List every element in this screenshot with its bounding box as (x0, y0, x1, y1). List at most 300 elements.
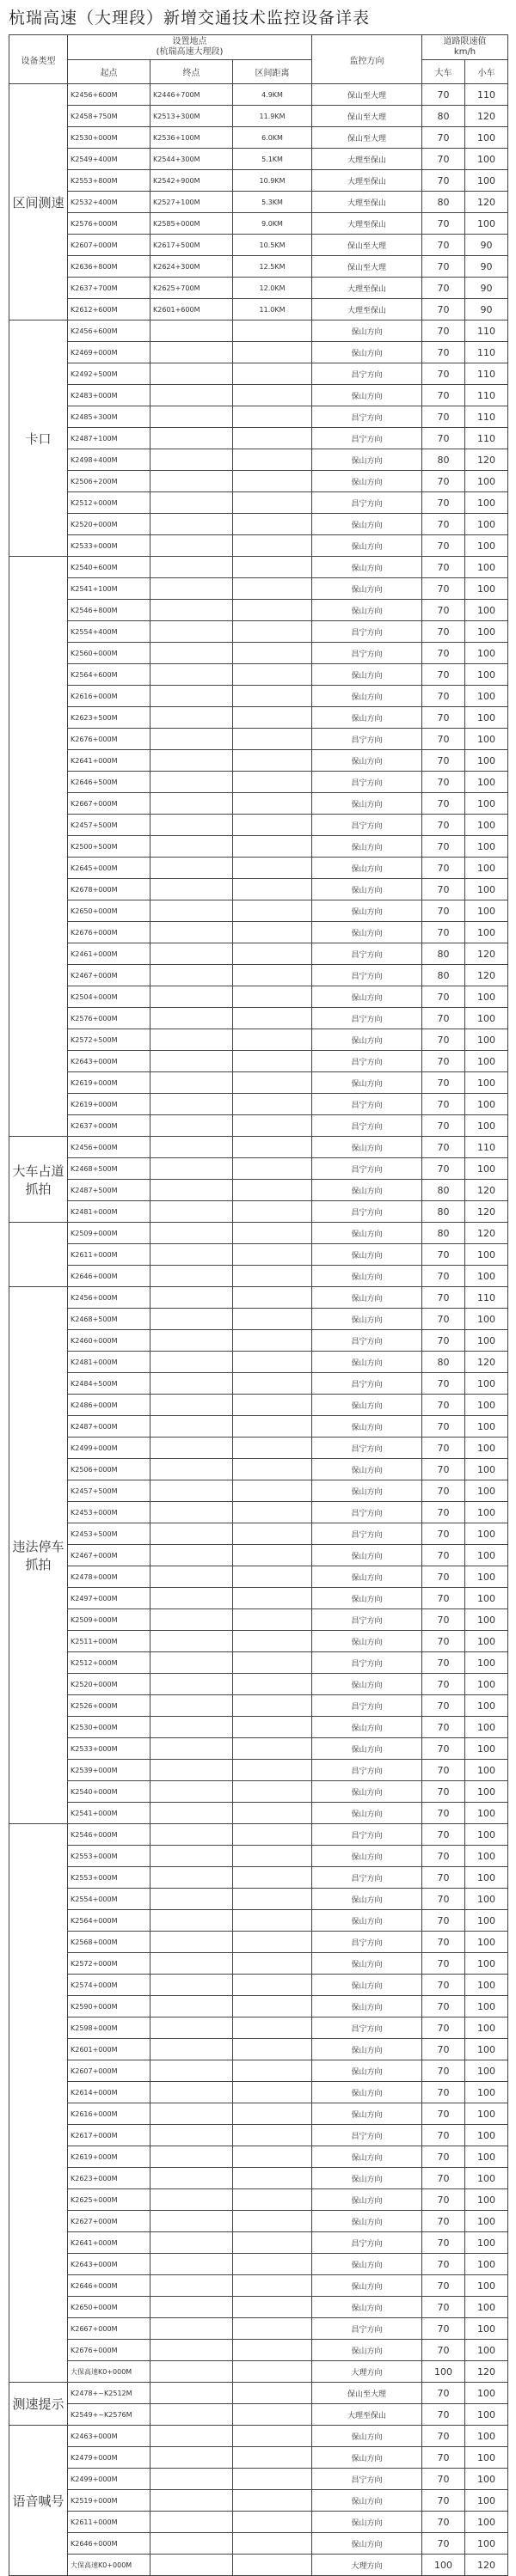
end-cell: K2542+900M (150, 170, 233, 192)
length-cell (233, 1094, 312, 1115)
light-limit-cell: 110 (465, 84, 508, 106)
light-limit-cell: 100 (465, 1545, 508, 1566)
direction-cell: 保山方向 (312, 1738, 422, 1760)
light-limit-cell: 100 (465, 1566, 508, 1588)
direction-cell: 保山方向 (312, 1975, 422, 1996)
light-limit-cell: 100 (465, 772, 508, 793)
table-row (9, 707, 508, 729)
start-cell: K2643+000M (68, 2254, 150, 2275)
end-cell (150, 1201, 233, 1223)
table-row (9, 492, 508, 514)
direction-cell: 昌宁方向 (312, 1115, 422, 1137)
length-cell: 5.1KM (233, 149, 312, 170)
start-cell: K2487+500M (68, 1180, 150, 1201)
heavy-limit-cell: 70 (422, 1029, 465, 1051)
table-row (9, 363, 508, 385)
start-cell: K2616+000M (68, 686, 150, 707)
table-row (9, 1996, 508, 2017)
table-row (9, 2404, 508, 2426)
table-row (9, 879, 508, 900)
heavy-limit-cell: 70 (422, 2017, 465, 2039)
direction-cell: 保山方向 (312, 2275, 422, 2297)
table-row (9, 299, 508, 320)
device-type-cell: 区间测速 (9, 84, 68, 320)
table-row (9, 1416, 508, 1438)
table-body (9, 84, 508, 2576)
end-cell (150, 858, 233, 879)
end-cell (150, 1674, 233, 1695)
end-cell (150, 922, 233, 943)
table-row (9, 1051, 508, 1072)
start-cell: K2539+000M (68, 1760, 150, 1781)
length-cell (233, 1609, 312, 1631)
light-limit-cell: 100 (465, 1695, 508, 1717)
end-cell (150, 1416, 233, 1438)
end-cell (150, 2361, 233, 2383)
direction-cell: 保山方向 (312, 686, 422, 707)
table-row (9, 2189, 508, 2211)
length-cell (233, 1223, 312, 1244)
table-row (9, 1137, 508, 1158)
light-limit-cell: 100 (465, 2275, 508, 2297)
start-cell: K2646+500M (68, 772, 150, 793)
heavy-limit-cell: 70 (422, 1824, 465, 1846)
end-cell: K2585+000M (150, 213, 233, 235)
heavy-limit-cell: 70 (422, 256, 465, 278)
length-cell (233, 1545, 312, 1566)
heavy-limit-cell: 80 (422, 1352, 465, 1373)
end-cell (150, 1158, 233, 1180)
table-row (9, 1953, 508, 1975)
start-cell: K2509+000M (68, 1609, 150, 1631)
header-device-type: 设备类型 (9, 35, 68, 84)
table-row (9, 1975, 508, 1996)
start-cell: K2453+500M (68, 1523, 150, 1545)
table-row (9, 1932, 508, 1953)
header-light: 小车 (465, 59, 508, 84)
start-cell: K2572+500M (68, 1029, 150, 1051)
start-cell: K2678+000M (68, 879, 150, 900)
direction-cell: 保山方向 (312, 578, 422, 600)
start-cell: K2532+400M (68, 192, 150, 213)
start-cell: K2611+000M (68, 1244, 150, 1266)
direction-cell: 保山方向 (312, 2512, 422, 2533)
length-cell (233, 2340, 312, 2361)
end-cell (150, 1223, 233, 1244)
start-cell: K2650+000M (68, 2297, 150, 2318)
length-cell (233, 2383, 312, 2404)
light-limit-cell: 100 (465, 1588, 508, 1609)
length-cell: 11.9KM (233, 106, 312, 127)
end-cell (150, 621, 233, 643)
table-row (9, 1094, 508, 1115)
end-cell (150, 2275, 233, 2297)
direction-cell: 保山方向 (312, 2189, 422, 2211)
length-cell (233, 1480, 312, 1502)
heavy-limit-cell: 70 (422, 2060, 465, 2082)
light-limit-cell: 100 (465, 1910, 508, 1932)
light-limit-cell: 100 (465, 1029, 508, 1051)
heavy-limit-cell: 70 (422, 1846, 465, 1867)
length-cell (233, 1008, 312, 1029)
start-cell: K2457+500M (68, 1480, 150, 1502)
direction-cell: 昌宁方向 (312, 1695, 422, 1717)
direction-cell: 保山方向 (312, 2490, 422, 2512)
end-cell (150, 1459, 233, 1480)
heavy-limit-cell: 70 (422, 1244, 465, 1266)
direction-cell: 昌宁方向 (312, 1373, 422, 1395)
table-row (9, 2017, 508, 2039)
length-cell (233, 1395, 312, 1416)
length-cell (233, 2426, 312, 2447)
heavy-limit-cell: 70 (422, 1674, 465, 1695)
direction-cell: 保山至大理 (312, 106, 422, 127)
light-limit-cell: 120 (465, 2361, 508, 2383)
direction-cell: 保山方向 (312, 2211, 422, 2232)
length-cell (233, 1072, 312, 1094)
direction-cell: 保山方向 (312, 1395, 422, 1416)
light-limit-cell: 100 (465, 149, 508, 170)
light-limit-cell: 100 (465, 2404, 508, 2426)
table-row (9, 1223, 508, 1244)
table-row (9, 2060, 508, 2082)
heavy-limit-cell: 70 (422, 1652, 465, 1674)
end-cell (150, 2060, 233, 2082)
table-row (9, 1373, 508, 1395)
table-row (9, 1309, 508, 1330)
start-cell: K2492+500M (68, 363, 150, 385)
light-limit-cell: 100 (465, 1867, 508, 1889)
direction-cell: 保山方向 (312, 1309, 422, 1330)
start-cell: K2478+~K2512M (68, 2383, 150, 2404)
start-cell: K2540+000M (68, 1781, 150, 1803)
start-cell: K2481+000M (68, 1352, 150, 1373)
length-cell: 9.0KM (233, 213, 312, 235)
table-row (9, 192, 508, 213)
end-cell (150, 406, 233, 428)
length-cell (233, 342, 312, 363)
direction-cell: 保山方向 (312, 2533, 422, 2555)
length-cell (233, 1330, 312, 1352)
light-limit-cell: 110 (465, 363, 508, 385)
heavy-limit-cell: 80 (422, 449, 465, 471)
end-cell (150, 2039, 233, 2060)
table-row (9, 815, 508, 836)
length-cell (233, 729, 312, 750)
start-cell: K2541+000M (68, 1803, 150, 1824)
direction-cell: 昌宁方向 (312, 1867, 422, 1889)
end-cell (150, 2555, 233, 2576)
length-cell (233, 406, 312, 428)
light-limit-cell: 100 (465, 2189, 508, 2211)
end-cell (150, 815, 233, 836)
table-row (9, 772, 508, 793)
table-row (9, 1244, 508, 1266)
table-row (9, 149, 508, 170)
end-cell (150, 1373, 233, 1395)
length-cell (233, 2039, 312, 2060)
end-cell (150, 1244, 233, 1266)
direction-cell: 保山方向 (312, 1352, 422, 1373)
heavy-limit-cell: 70 (422, 1266, 465, 1287)
start-cell: 大保高速K0+000M (68, 2361, 150, 2383)
heavy-limit-cell: 70 (422, 1416, 465, 1438)
direction-cell: 保山方向 (312, 1566, 422, 1588)
direction-cell: 保山方向 (312, 1631, 422, 1652)
light-limit-cell: 100 (465, 1373, 508, 1395)
light-limit-cell: 100 (465, 643, 508, 664)
length-cell (233, 1566, 312, 1588)
length-cell (233, 643, 312, 664)
length-cell: 12.0KM (233, 278, 312, 299)
heavy-limit-cell: 70 (422, 278, 465, 299)
table-row (9, 213, 508, 235)
end-cell (150, 342, 233, 363)
table-row (9, 2490, 508, 2512)
length-cell (233, 2297, 312, 2318)
start-cell: K2553+000M (68, 1846, 150, 1867)
light-limit-cell: 100 (465, 127, 508, 149)
end-cell (150, 535, 233, 557)
heavy-limit-cell: 70 (422, 1480, 465, 1502)
heavy-limit-cell: 70 (422, 320, 465, 342)
direction-cell: 保山方向 (312, 879, 422, 900)
table-row (9, 557, 508, 578)
table-row (9, 1115, 508, 1137)
end-cell (150, 1287, 233, 1309)
length-cell (233, 1287, 312, 1309)
table-row (9, 578, 508, 600)
light-limit-cell: 100 (465, 1438, 508, 1459)
length-cell (233, 1781, 312, 1803)
end-cell (150, 1975, 233, 1996)
direction-cell: 保山方向 (312, 1953, 422, 1975)
table-row (9, 1287, 508, 1309)
heavy-limit-cell: 70 (422, 2082, 465, 2103)
table-row (9, 1566, 508, 1588)
length-cell (233, 2447, 312, 2469)
heavy-limit-cell: 70 (422, 1717, 465, 1738)
light-limit-cell: 100 (465, 1072, 508, 1094)
end-cell (150, 1695, 233, 1717)
light-limit-cell: 100 (465, 664, 508, 686)
length-cell (233, 1975, 312, 1996)
table-row (9, 1695, 508, 1717)
end-cell: K2527+100M (150, 192, 233, 213)
start-cell: K2546+000M (68, 1824, 150, 1846)
start-cell: K2554+000M (68, 1889, 150, 1910)
table-row (9, 686, 508, 707)
length-cell (233, 1996, 312, 2017)
light-limit-cell: 100 (465, 1803, 508, 1824)
end-cell (150, 1631, 233, 1652)
end-cell (150, 707, 233, 729)
direction-cell: 大理至保山 (312, 170, 422, 192)
start-cell: K2623+000M (68, 2168, 150, 2189)
light-limit-cell: 100 (465, 2426, 508, 2447)
table-row (9, 750, 508, 772)
table-row (9, 2125, 508, 2146)
end-cell (150, 1910, 233, 1932)
header-length: 区间距离 (233, 59, 312, 84)
heavy-limit-cell: 70 (422, 2275, 465, 2297)
direction-cell: 保山至大理 (312, 256, 422, 278)
start-cell: K2619+000M (68, 2146, 150, 2168)
light-limit-cell: 100 (465, 836, 508, 858)
heavy-limit-cell: 70 (422, 406, 465, 428)
light-limit-cell: 100 (465, 600, 508, 621)
heavy-limit-cell: 70 (422, 750, 465, 772)
direction-cell: 昌宁方向 (312, 2125, 422, 2146)
light-limit-cell: 100 (465, 1781, 508, 1803)
end-cell (150, 2404, 233, 2426)
light-limit-cell: 100 (465, 1609, 508, 1631)
end-cell (150, 428, 233, 449)
light-limit-cell: 120 (465, 943, 508, 965)
start-cell: K2637+700M (68, 278, 150, 299)
end-cell (150, 1395, 233, 1416)
heavy-limit-cell: 70 (422, 213, 465, 235)
start-cell: K2549+~K2576M (68, 2404, 150, 2426)
heavy-limit-cell: 70 (422, 664, 465, 686)
header-heavy: 大车 (422, 59, 465, 84)
table-row (9, 1395, 508, 1416)
start-cell: K2456+000M (68, 1287, 150, 1309)
length-cell (233, 1158, 312, 1180)
light-limit-cell: 100 (465, 621, 508, 643)
start-cell: K2549+400M (68, 149, 150, 170)
length-cell (233, 2211, 312, 2232)
length-cell (233, 1201, 312, 1223)
length-cell (233, 2146, 312, 2168)
direction-cell: 保山方向 (312, 1244, 422, 1266)
direction-cell: 昌宁方向 (312, 1932, 422, 1953)
end-cell (150, 1008, 233, 1029)
direction-cell: 大理至保山 (312, 278, 422, 299)
table-row (9, 170, 508, 192)
direction-cell: 保山方向 (312, 449, 422, 471)
length-cell (233, 1502, 312, 1523)
heavy-limit-cell: 70 (422, 2318, 465, 2340)
table-row (9, 900, 508, 922)
light-limit-cell: 110 (465, 1137, 508, 1158)
direction-cell: 保山方向 (312, 514, 422, 535)
end-cell (150, 1652, 233, 1674)
light-limit-cell: 100 (465, 2512, 508, 2533)
light-limit-cell: 120 (465, 1201, 508, 1223)
start-cell: K2533+000M (68, 1738, 150, 1760)
heavy-limit-cell: 70 (422, 2533, 465, 2555)
end-cell (150, 1523, 233, 1545)
length-cell (233, 2555, 312, 2576)
light-limit-cell: 100 (465, 1652, 508, 1674)
end-cell (150, 471, 233, 492)
direction-cell: 保山方向 (312, 557, 422, 578)
start-cell: K2572+000M (68, 1953, 150, 1975)
direction-cell: 保山至大理 (312, 2383, 422, 2404)
heavy-limit-cell: 70 (422, 643, 465, 664)
table-row (9, 1889, 508, 1910)
heavy-limit-cell: 80 (422, 943, 465, 965)
device-type-cell: 大车占道抓拍 (9, 1137, 68, 1223)
table-row (9, 664, 508, 686)
table-row (9, 84, 508, 106)
direction-cell: 大理至保山 (312, 2404, 422, 2426)
device-type-cell: 卡口 (9, 320, 68, 557)
length-cell (233, 557, 312, 578)
start-cell: K2520+000M (68, 1674, 150, 1695)
light-limit-cell: 120 (465, 2555, 508, 2576)
heavy-limit-cell: 70 (422, 1115, 465, 1137)
start-cell: K2458+750M (68, 106, 150, 127)
light-limit-cell: 100 (465, 2125, 508, 2146)
end-cell (150, 2146, 233, 2168)
heavy-limit-cell: 70 (422, 1309, 465, 1330)
length-cell (233, 1932, 312, 1953)
direction-cell: 保山方向 (312, 2426, 422, 2447)
length-cell (233, 836, 312, 858)
heavy-limit-cell: 70 (422, 1373, 465, 1395)
start-cell: K2646+000M (68, 2533, 150, 2555)
direction-cell: 昌宁方向 (312, 1094, 422, 1115)
heavy-limit-cell: 70 (422, 2103, 465, 2125)
direction-cell: 昌宁方向 (312, 2469, 422, 2490)
length-cell (233, 815, 312, 836)
end-cell (150, 2297, 233, 2318)
direction-cell: 保山方向 (312, 1996, 422, 2017)
table-row (9, 986, 508, 1008)
length-cell (233, 2318, 312, 2340)
light-limit-cell: 120 (465, 1223, 508, 1244)
direction-cell: 昌宁方向 (312, 2318, 422, 2340)
start-cell: K2506+200M (68, 471, 150, 492)
table-row (9, 2512, 508, 2533)
start-cell: K2457+500M (68, 815, 150, 836)
end-cell (150, 1480, 233, 1502)
end-cell (150, 1824, 233, 1846)
start-cell: K2553+800M (68, 170, 150, 192)
end-cell (150, 1094, 233, 1115)
light-limit-cell: 100 (465, 471, 508, 492)
direction-cell: 保山方向 (312, 320, 422, 342)
start-cell: K2500+500M (68, 836, 150, 858)
direction-cell: 保山方向 (312, 535, 422, 557)
end-cell (150, 1846, 233, 1867)
table-row (9, 1846, 508, 1867)
table-row (9, 1803, 508, 1824)
light-limit-cell: 100 (465, 170, 508, 192)
light-limit-cell: 100 (465, 1480, 508, 1502)
direction-cell: 保山方向 (312, 858, 422, 879)
direction-cell: 保山方向 (312, 1287, 422, 1309)
table-row (9, 406, 508, 428)
length-cell (233, 686, 312, 707)
direction-cell: 保山方向 (312, 707, 422, 729)
table-row (9, 1459, 508, 1480)
end-cell (150, 965, 233, 986)
direction-cell: 保山方向 (312, 2168, 422, 2189)
heavy-limit-cell: 70 (422, 2404, 465, 2426)
length-cell (233, 2232, 312, 2254)
heavy-limit-cell: 70 (422, 1523, 465, 1545)
light-limit-cell: 100 (465, 1309, 508, 1330)
start-cell: K2607+000M (68, 235, 150, 256)
direction-cell: 昌宁方向 (312, 492, 422, 514)
heavy-limit-cell: 70 (422, 2447, 465, 2469)
light-limit-cell: 100 (465, 2039, 508, 2060)
length-cell (233, 1652, 312, 1674)
direction-cell: 昌宁方向 (312, 815, 422, 836)
